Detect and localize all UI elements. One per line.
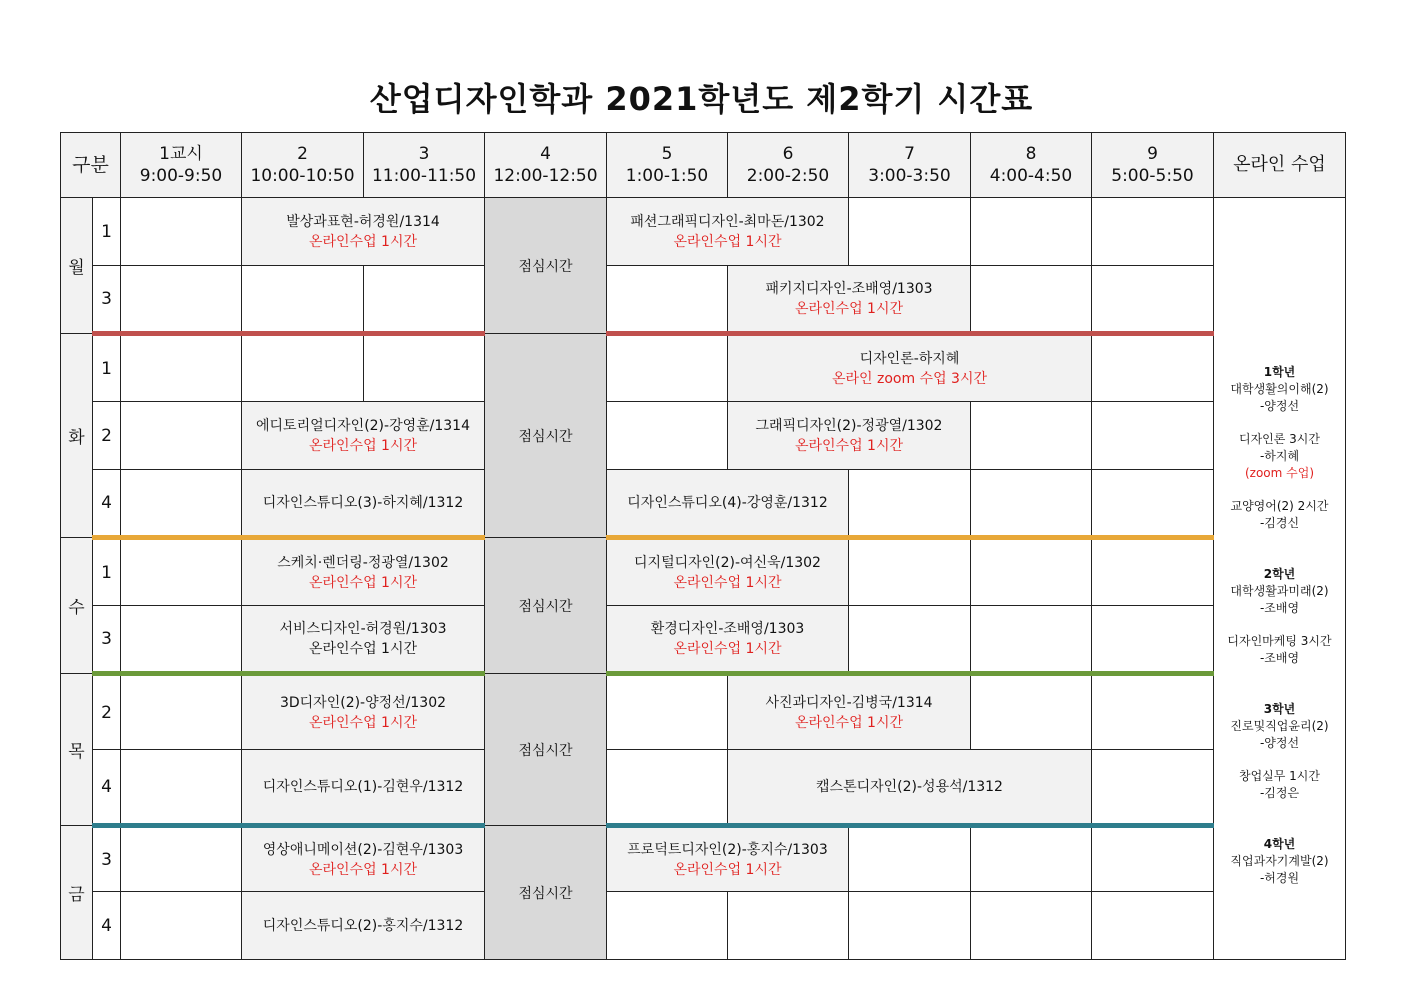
online-note: 온라인수업 1시간 <box>673 640 782 657</box>
empty-cell <box>121 826 242 892</box>
table-row <box>61 674 1346 750</box>
empty-cell <box>607 402 728 470</box>
empty-cell <box>364 266 485 334</box>
online-note: 온라인수업 1시간 <box>308 437 418 454</box>
day-label-fri: 금 <box>61 826 93 960</box>
empty-cell <box>971 674 1092 750</box>
online-note: 온라인수업 1시간 <box>673 861 782 878</box>
table-row <box>61 470 1346 538</box>
empty-cell <box>1092 750 1214 826</box>
class-cell <box>242 826 485 892</box>
table-row <box>61 826 1346 892</box>
online-note: 온라인수업 1시간 <box>794 300 904 317</box>
empty-cell <box>121 892 242 960</box>
empty-cell <box>849 538 971 606</box>
class-cell <box>242 538 485 606</box>
page-title: 산업디자인학과 2021학년도 제2학기 시간표 <box>369 80 1034 118</box>
class-cell <box>607 826 849 892</box>
empty-cell <box>121 750 242 826</box>
empty-cell <box>849 826 971 892</box>
class-name: 영상애니메이션(2)-김현우/1303 <box>262 841 464 858</box>
class-name: 패키지디자인-조배영/1303 <box>765 280 933 297</box>
empty-cell <box>1092 198 1214 266</box>
class-name: 디자인론-하지혜 <box>859 350 960 367</box>
empty-cell <box>121 538 242 606</box>
empty-cell <box>971 198 1092 266</box>
empty-cell <box>971 402 1092 470</box>
class-cell <box>242 402 485 470</box>
online-note: 온라인 zoom 수업 3시간 <box>831 370 988 387</box>
empty-cell <box>242 266 364 334</box>
online-year-4: 4학년 직업과자기계발(2) -허경원 <box>1230 837 1329 885</box>
empty-cell <box>121 402 242 470</box>
class-cell <box>728 750 1092 826</box>
day-label-wed: 수 <box>61 538 93 674</box>
empty-cell <box>971 266 1092 334</box>
online-note: 온라인수업 1시간 <box>308 574 418 591</box>
class-cell <box>242 606 485 674</box>
header-row <box>61 133 1346 198</box>
class-cell <box>607 198 849 266</box>
header-gubun: 구분 <box>61 133 121 198</box>
online-note: 온라인수업 1시간 <box>673 574 782 591</box>
empty-cell <box>1092 334 1214 402</box>
header-online: 온라인 수업 <box>1214 133 1346 198</box>
online-note: 온라인수업 1시간 <box>673 233 782 250</box>
class-cell <box>728 266 971 334</box>
empty-cell <box>1092 402 1214 470</box>
online-year-3: 3학년 진로및직업윤리(2) -양정선 창업실무 1시간 -김정은 <box>1230 702 1329 800</box>
empty-cell <box>607 674 728 750</box>
empty-cell <box>728 892 849 960</box>
table-row <box>61 334 1346 402</box>
grade-label: 1 <box>93 334 121 402</box>
empty-cell <box>1092 892 1214 960</box>
table-row <box>61 266 1346 334</box>
table-row <box>61 538 1346 606</box>
online-note: 온라인수업 1시간 <box>794 714 904 731</box>
online-year-2: 2학년 대학생활과미래(2) -조배영 디자인마케팅 3시간 -조배영 <box>1227 567 1332 665</box>
table-row <box>61 402 1346 470</box>
empty-cell <box>364 334 485 402</box>
class-cell <box>728 402 971 470</box>
lunch-cell: 점심시간 <box>485 538 607 674</box>
class-cell <box>242 892 485 960</box>
class-cell <box>728 674 971 750</box>
class-cell <box>242 470 485 538</box>
empty-cell <box>607 266 728 334</box>
empty-cell <box>849 606 971 674</box>
class-name: 디자인스튜디오(1)-김현우/1312 <box>262 778 464 795</box>
grade-label: 4 <box>93 470 121 538</box>
online-note: 온라인수업 1시간 <box>308 233 418 250</box>
class-name: 3D디자인(2)-양정선/1302 <box>279 694 447 711</box>
class-name: 환경디자인-조배영/1303 <box>650 620 805 637</box>
header-period-8: 8 4:00-4:50 <box>971 133 1092 198</box>
day-label-mon: 월 <box>61 198 93 334</box>
class-cell <box>607 538 849 606</box>
header-period-5: 5 1:00-1:50 <box>607 133 728 198</box>
online-year-1: 1학년 대학생활의이해(2) -양정선 디자인론 3시간 -하지혜 (zoom 수업) 교양영어(2) 2시간 -김경신 <box>1230 365 1329 530</box>
empty-cell <box>121 334 242 402</box>
class-cell <box>607 606 849 674</box>
empty-cell <box>121 198 242 266</box>
class-name: 발상과표현-허경원/1314 <box>286 213 440 230</box>
table-row <box>61 892 1346 960</box>
class-cell <box>242 750 485 826</box>
class-name: 캡스톤디자인(2)-성용석/1312 <box>816 778 1003 795</box>
empty-cell <box>849 892 971 960</box>
online-note: 온라인수업 1시간 <box>308 640 418 657</box>
empty-cell <box>607 892 728 960</box>
header-period-3: 3 11:00-11:50 <box>364 133 485 198</box>
empty-cell <box>607 334 728 402</box>
empty-cell <box>121 606 242 674</box>
empty-cell <box>1092 266 1214 334</box>
grade-label: 1 <box>93 538 121 606</box>
lunch-cell: 점심시간 <box>485 674 607 826</box>
empty-cell <box>607 750 728 826</box>
empty-cell <box>1092 606 1214 674</box>
table-row <box>61 750 1346 826</box>
grade-label: 4 <box>93 750 121 826</box>
class-cell <box>607 470 849 538</box>
class-name: 그래픽디자인(2)-정광열/1302 <box>755 417 943 434</box>
header-period-7: 7 3:00-3:50 <box>849 133 971 198</box>
empty-cell <box>1092 470 1214 538</box>
grade-label: 2 <box>93 402 121 470</box>
class-name: 디자인스튜디오(3)-하지혜/1312 <box>262 494 464 511</box>
timetable <box>60 132 1346 960</box>
class-name: 디지털디자인(2)-여신욱/1302 <box>634 554 821 571</box>
lunch-cell: 점심시간 <box>485 334 607 538</box>
online-classes-panel <box>1214 198 1346 960</box>
grade-label: 3 <box>93 606 121 674</box>
day-label-thu: 목 <box>61 674 93 826</box>
grade-label: 1 <box>93 198 121 266</box>
header-period-4: 4 12:00-12:50 <box>485 133 607 198</box>
class-cell <box>728 334 1092 402</box>
empty-cell <box>849 198 971 266</box>
empty-cell <box>121 470 242 538</box>
table-row <box>61 606 1346 674</box>
class-name: 사진과디자인-김병국/1314 <box>765 694 933 711</box>
grade-label: 3 <box>93 826 121 892</box>
online-note: 온라인수업 1시간 <box>308 861 418 878</box>
class-cell <box>242 674 485 750</box>
grade-label: 4 <box>93 892 121 960</box>
empty-cell <box>971 892 1092 960</box>
class-cell <box>242 198 485 266</box>
class-name: 디자인스튜디오(2)-홍지수/1312 <box>262 917 464 934</box>
empty-cell <box>849 470 971 538</box>
lunch-cell: 점심시간 <box>485 198 607 334</box>
empty-cell <box>121 266 242 334</box>
header-period-6: 6 2:00-2:50 <box>728 133 849 198</box>
empty-cell <box>971 538 1092 606</box>
lunch-cell: 점심시간 <box>485 826 607 960</box>
grade-label: 2 <box>93 674 121 750</box>
class-name: 패션그래픽디자인-최마돈/1302 <box>630 213 825 230</box>
empty-cell <box>1092 674 1214 750</box>
class-name: 디자인스튜디오(4)-강영훈/1312 <box>627 494 828 511</box>
empty-cell <box>121 674 242 750</box>
class-name: 스케치·렌더링-정광열/1302 <box>277 554 449 571</box>
class-name: 프로덕트디자인(2)-홍지수/1303 <box>627 841 828 858</box>
online-note: 온라인수업 1시간 <box>308 714 418 731</box>
online-note: 온라인수업 1시간 <box>794 437 904 454</box>
header-period-2: 2 10:00-10:50 <box>242 133 364 198</box>
empty-cell <box>1092 538 1214 606</box>
grade-label: 3 <box>93 266 121 334</box>
class-name: 에디토리얼디자인(2)-강영훈/1314 <box>256 417 470 434</box>
empty-cell <box>242 334 364 402</box>
empty-cell <box>971 606 1092 674</box>
header-period-9: 9 5:00-5:50 <box>1092 133 1214 198</box>
empty-cell <box>1092 826 1214 892</box>
table-row <box>61 198 1346 266</box>
empty-cell <box>971 470 1092 538</box>
empty-cell <box>971 826 1092 892</box>
class-name: 서비스디자인-허경원/1303 <box>279 620 447 637</box>
header-period-1: 1교시 9:00-9:50 <box>121 133 242 198</box>
day-label-tue: 화 <box>61 334 93 538</box>
